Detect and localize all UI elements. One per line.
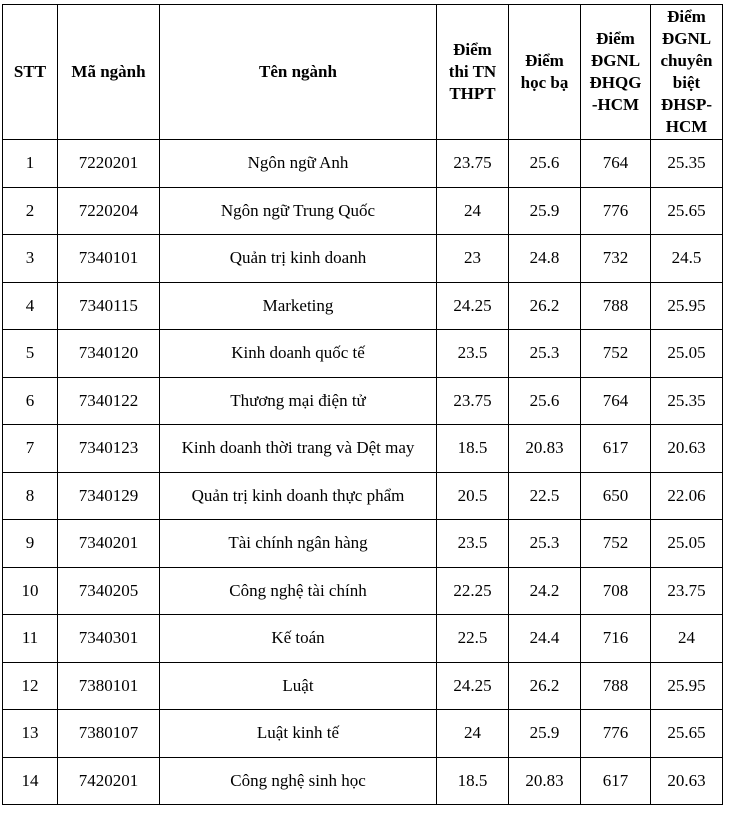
cell-dgnl-dhsp-score: 24 [651,615,723,663]
cell-dgnl-dhqg-score: 764 [581,377,651,425]
cell-stt: 12 [3,662,58,710]
cell-dgnl-dhsp-score: 23.75 [651,567,723,615]
table-row [3,472,723,520]
table-row [3,520,723,568]
cell-transcript-score: 26.2 [509,282,581,330]
cell-major-name: Kế toán [160,615,437,663]
cell-major-code: 7340123 [58,425,160,473]
cell-transcript-score: 24.4 [509,615,581,663]
admission-score-table [2,4,723,805]
cell-thpt-score: 18.5 [437,425,509,473]
cell-dgnl-dhqg-score: 764 [581,140,651,188]
cell-thpt-score: 22.5 [437,615,509,663]
cell-dgnl-dhsp-score: 25.05 [651,330,723,378]
cell-dgnl-dhsp-score: 20.63 [651,757,723,805]
table-row [3,615,723,663]
cell-thpt-score: 20.5 [437,472,509,520]
cell-thpt-score: 24.25 [437,662,509,710]
cell-dgnl-dhqg-score: 776 [581,710,651,758]
cell-stt: 3 [3,235,58,283]
cell-major-code: 7340120 [58,330,160,378]
cell-thpt-score: 23.75 [437,377,509,425]
cell-major-name: Công nghệ sinh học [160,757,437,805]
cell-dgnl-dhqg-score: 708 [581,567,651,615]
header-major-name: Tên ngành [160,5,437,140]
table-body [3,140,723,805]
cell-dgnl-dhqg-score: 650 [581,472,651,520]
cell-dgnl-dhsp-score: 25.95 [651,662,723,710]
cell-major-code: 7340301 [58,615,160,663]
cell-major-code: 7340115 [58,282,160,330]
cell-transcript-score: 25.6 [509,377,581,425]
table-row [3,757,723,805]
cell-major-name: Kinh doanh quốc tế [160,330,437,378]
cell-dgnl-dhqg-score: 617 [581,757,651,805]
cell-major-name: Marketing [160,282,437,330]
table-row [3,710,723,758]
cell-dgnl-dhsp-score: 25.65 [651,187,723,235]
cell-thpt-score: 24 [437,187,509,235]
cell-major-name: Luật [160,662,437,710]
cell-thpt-score: 23 [437,235,509,283]
cell-stt: 8 [3,472,58,520]
cell-major-code: 7380107 [58,710,160,758]
cell-dgnl-dhqg-score: 732 [581,235,651,283]
cell-major-name: Ngôn ngữ Trung Quốc [160,187,437,235]
cell-stt: 6 [3,377,58,425]
cell-transcript-score: 25.3 [509,330,581,378]
cell-thpt-score: 22.25 [437,567,509,615]
cell-dgnl-dhsp-score: 25.35 [651,377,723,425]
cell-major-code: 7340129 [58,472,160,520]
cell-dgnl-dhqg-score: 776 [581,187,651,235]
cell-thpt-score: 24 [437,710,509,758]
cell-major-name: Quản trị kinh doanh thực phẩm [160,472,437,520]
cell-transcript-score: 22.5 [509,472,581,520]
cell-major-name: Tài chính ngân hàng [160,520,437,568]
cell-stt: 11 [3,615,58,663]
cell-transcript-score: 25.9 [509,187,581,235]
table-row [3,567,723,615]
table-row [3,187,723,235]
cell-stt: 13 [3,710,58,758]
cell-thpt-score: 23.75 [437,140,509,188]
table-row [3,282,723,330]
cell-stt: 9 [3,520,58,568]
cell-dgnl-dhsp-score: 25.35 [651,140,723,188]
cell-transcript-score: 24.8 [509,235,581,283]
table-header-row [3,5,723,140]
cell-dgnl-dhqg-score: 788 [581,662,651,710]
cell-dgnl-dhqg-score: 788 [581,282,651,330]
table-row [3,425,723,473]
cell-major-name: Ngôn ngữ Anh [160,140,437,188]
cell-transcript-score: 25.3 [509,520,581,568]
table-row [3,330,723,378]
cell-stt: 5 [3,330,58,378]
cell-dgnl-dhqg-score: 752 [581,330,651,378]
cell-stt: 1 [3,140,58,188]
cell-major-code: 7380101 [58,662,160,710]
cell-major-name: Công nghệ tài chính [160,567,437,615]
cell-thpt-score: 18.5 [437,757,509,805]
table-row [3,377,723,425]
cell-major-name: Quản trị kinh doanh [160,235,437,283]
cell-dgnl-dhqg-score: 752 [581,520,651,568]
cell-stt: 4 [3,282,58,330]
cell-major-code: 7340101 [58,235,160,283]
cell-major-name: Luật kinh tế [160,710,437,758]
cell-major-code: 7340205 [58,567,160,615]
cell-stt: 2 [3,187,58,235]
cell-transcript-score: 26.2 [509,662,581,710]
header-transcript-score: Điểm học bạ [509,5,581,140]
cell-thpt-score: 23.5 [437,520,509,568]
cell-transcript-score: 25.6 [509,140,581,188]
cell-thpt-score: 23.5 [437,330,509,378]
header-dgnl-dhsp-score: Điểm ĐGNL chuyên biệt ĐHSP- HCM [651,5,723,140]
cell-stt: 14 [3,757,58,805]
cell-dgnl-dhsp-score: 25.65 [651,710,723,758]
table-row [3,235,723,283]
score-table-container [2,4,722,805]
cell-stt: 10 [3,567,58,615]
cell-transcript-score: 25.9 [509,710,581,758]
cell-transcript-score: 20.83 [509,757,581,805]
header-stt: STT [3,5,58,140]
cell-thpt-score: 24.25 [437,282,509,330]
header-dgnl-dhqg-score: Điểm ĐGNL ĐHQG -HCM [581,5,651,140]
cell-dgnl-dhsp-score: 24.5 [651,235,723,283]
cell-dgnl-dhqg-score: 617 [581,425,651,473]
cell-transcript-score: 20.83 [509,425,581,473]
cell-stt: 7 [3,425,58,473]
cell-major-code: 7420201 [58,757,160,805]
cell-major-name: Thương mại điện tử [160,377,437,425]
cell-dgnl-dhsp-score: 20.63 [651,425,723,473]
table-row [3,140,723,188]
cell-dgnl-dhsp-score: 25.95 [651,282,723,330]
cell-major-code: 7340122 [58,377,160,425]
header-major-code: Mã ngành [58,5,160,140]
cell-dgnl-dhqg-score: 716 [581,615,651,663]
cell-dgnl-dhsp-score: 22.06 [651,472,723,520]
cell-major-code: 7220201 [58,140,160,188]
table-row [3,662,723,710]
cell-transcript-score: 24.2 [509,567,581,615]
cell-dgnl-dhsp-score: 25.05 [651,520,723,568]
cell-major-name: Kinh doanh thời trang và Dệt may [160,425,437,473]
header-thpt-score: Điểm thi TN THPT [437,5,509,140]
cell-major-code: 7340201 [58,520,160,568]
cell-major-code: 7220204 [58,187,160,235]
